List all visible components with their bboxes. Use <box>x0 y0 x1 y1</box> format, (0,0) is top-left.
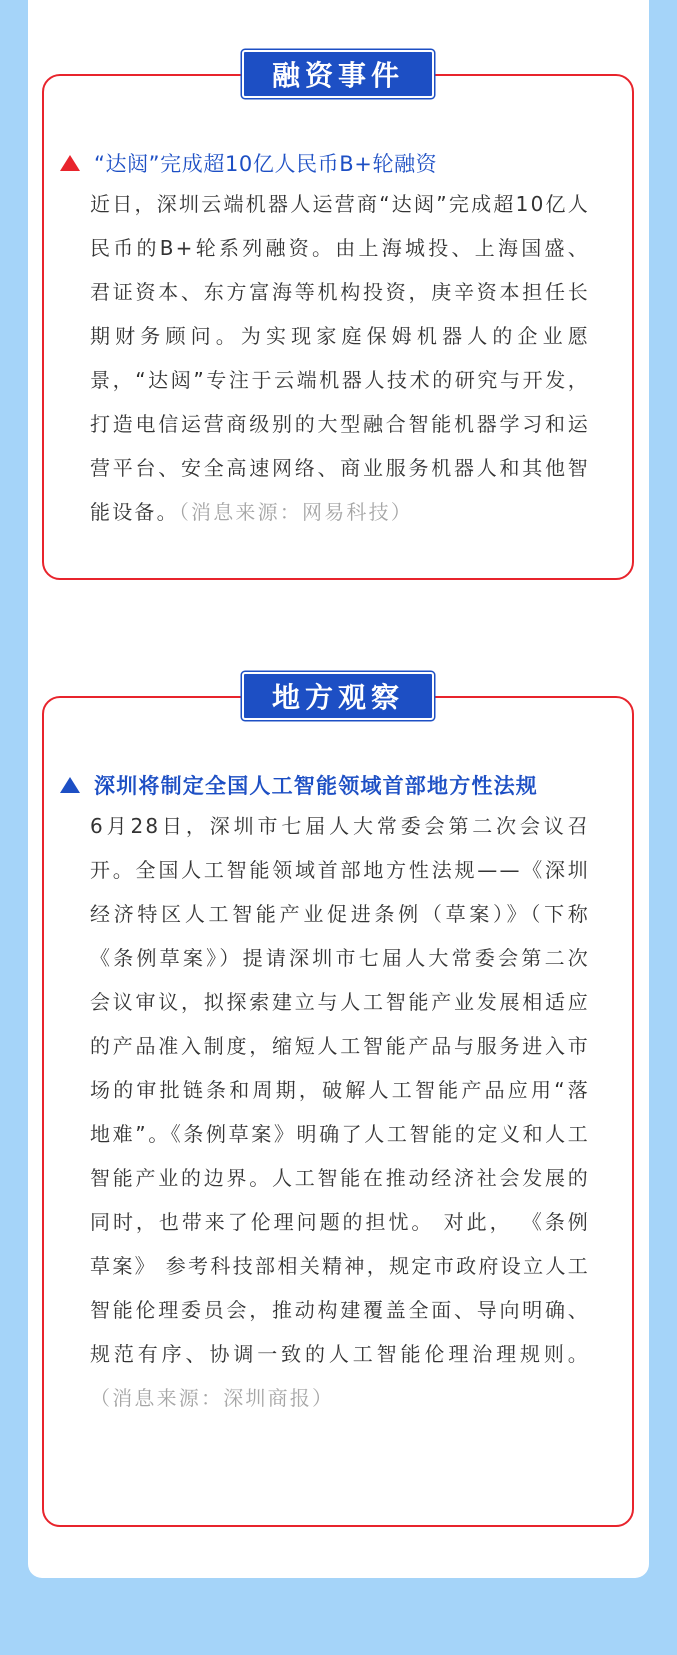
headline-text: “达闼”完成超10亿人民币B+轮融资 <box>94 152 438 176</box>
source-note: （消息来源：网易科技） <box>178 500 414 524</box>
section-title-local: 地方观察 <box>242 672 434 720</box>
article-body <box>90 804 590 1420</box>
headline-local[interactable] <box>60 770 538 800</box>
headline-financing[interactable] <box>60 148 437 178</box>
article-body-text: 近日，深圳云端机器人运营商“达闼”完成超10亿人民币的B+轮系列融资。由上海城投、上海国盛、君证资本、东方富海等机构投资，庚辛资本担任长期财务顾问。为实现家庭保姆机器人的企业愿景，“达闼”专注于云端机器人技术的研究与开发，打造电信运营商级别的大型融合智能机器学习和运营平台、安全高速网络、商业服务机器人和其他智能设备。 <box>90 192 590 524</box>
article-body-text: 6月28日，深圳市七届人大常委会第二次会议召开。全国人工智能领域首部地方性法规——《深圳经济特区人工智能产业促进条例（草案）》（下称《条例草案》）提请深圳市七届人大常委会第二次会议审议，拟探索建立与人工智能产业发展相适应的产品准入制度，缩短人工智能产品与服务进入市场的审批链条和周期，破解人工智能产品应用“落地难”。《条例草案》明确了人工智能的定义和人工智能产业的边界。人工智能在推动经济社会发展的同时，也带来了伦理问题的担忧。 对此， 《条例草案》 参考科技部相关精神，规定市政府设立人工智能伦理委员会，推动构建覆盖全面、导向明确、规范有序、协调一致的人工智能伦理治理规则。 <box>90 814 590 1366</box>
headline-text: 深圳将制定全国人工智能领域首部地方性法规 <box>94 774 538 798</box>
section-financing <box>42 59 634 580</box>
red-triangle-icon <box>60 155 80 171</box>
source-note: （消息来源：深圳商报） <box>90 1386 335 1410</box>
section-local-observation <box>42 681 634 1527</box>
section-title-financing: 融资事件 <box>242 50 434 98</box>
article-body <box>90 182 590 534</box>
blue-triangle-icon <box>60 777 80 793</box>
